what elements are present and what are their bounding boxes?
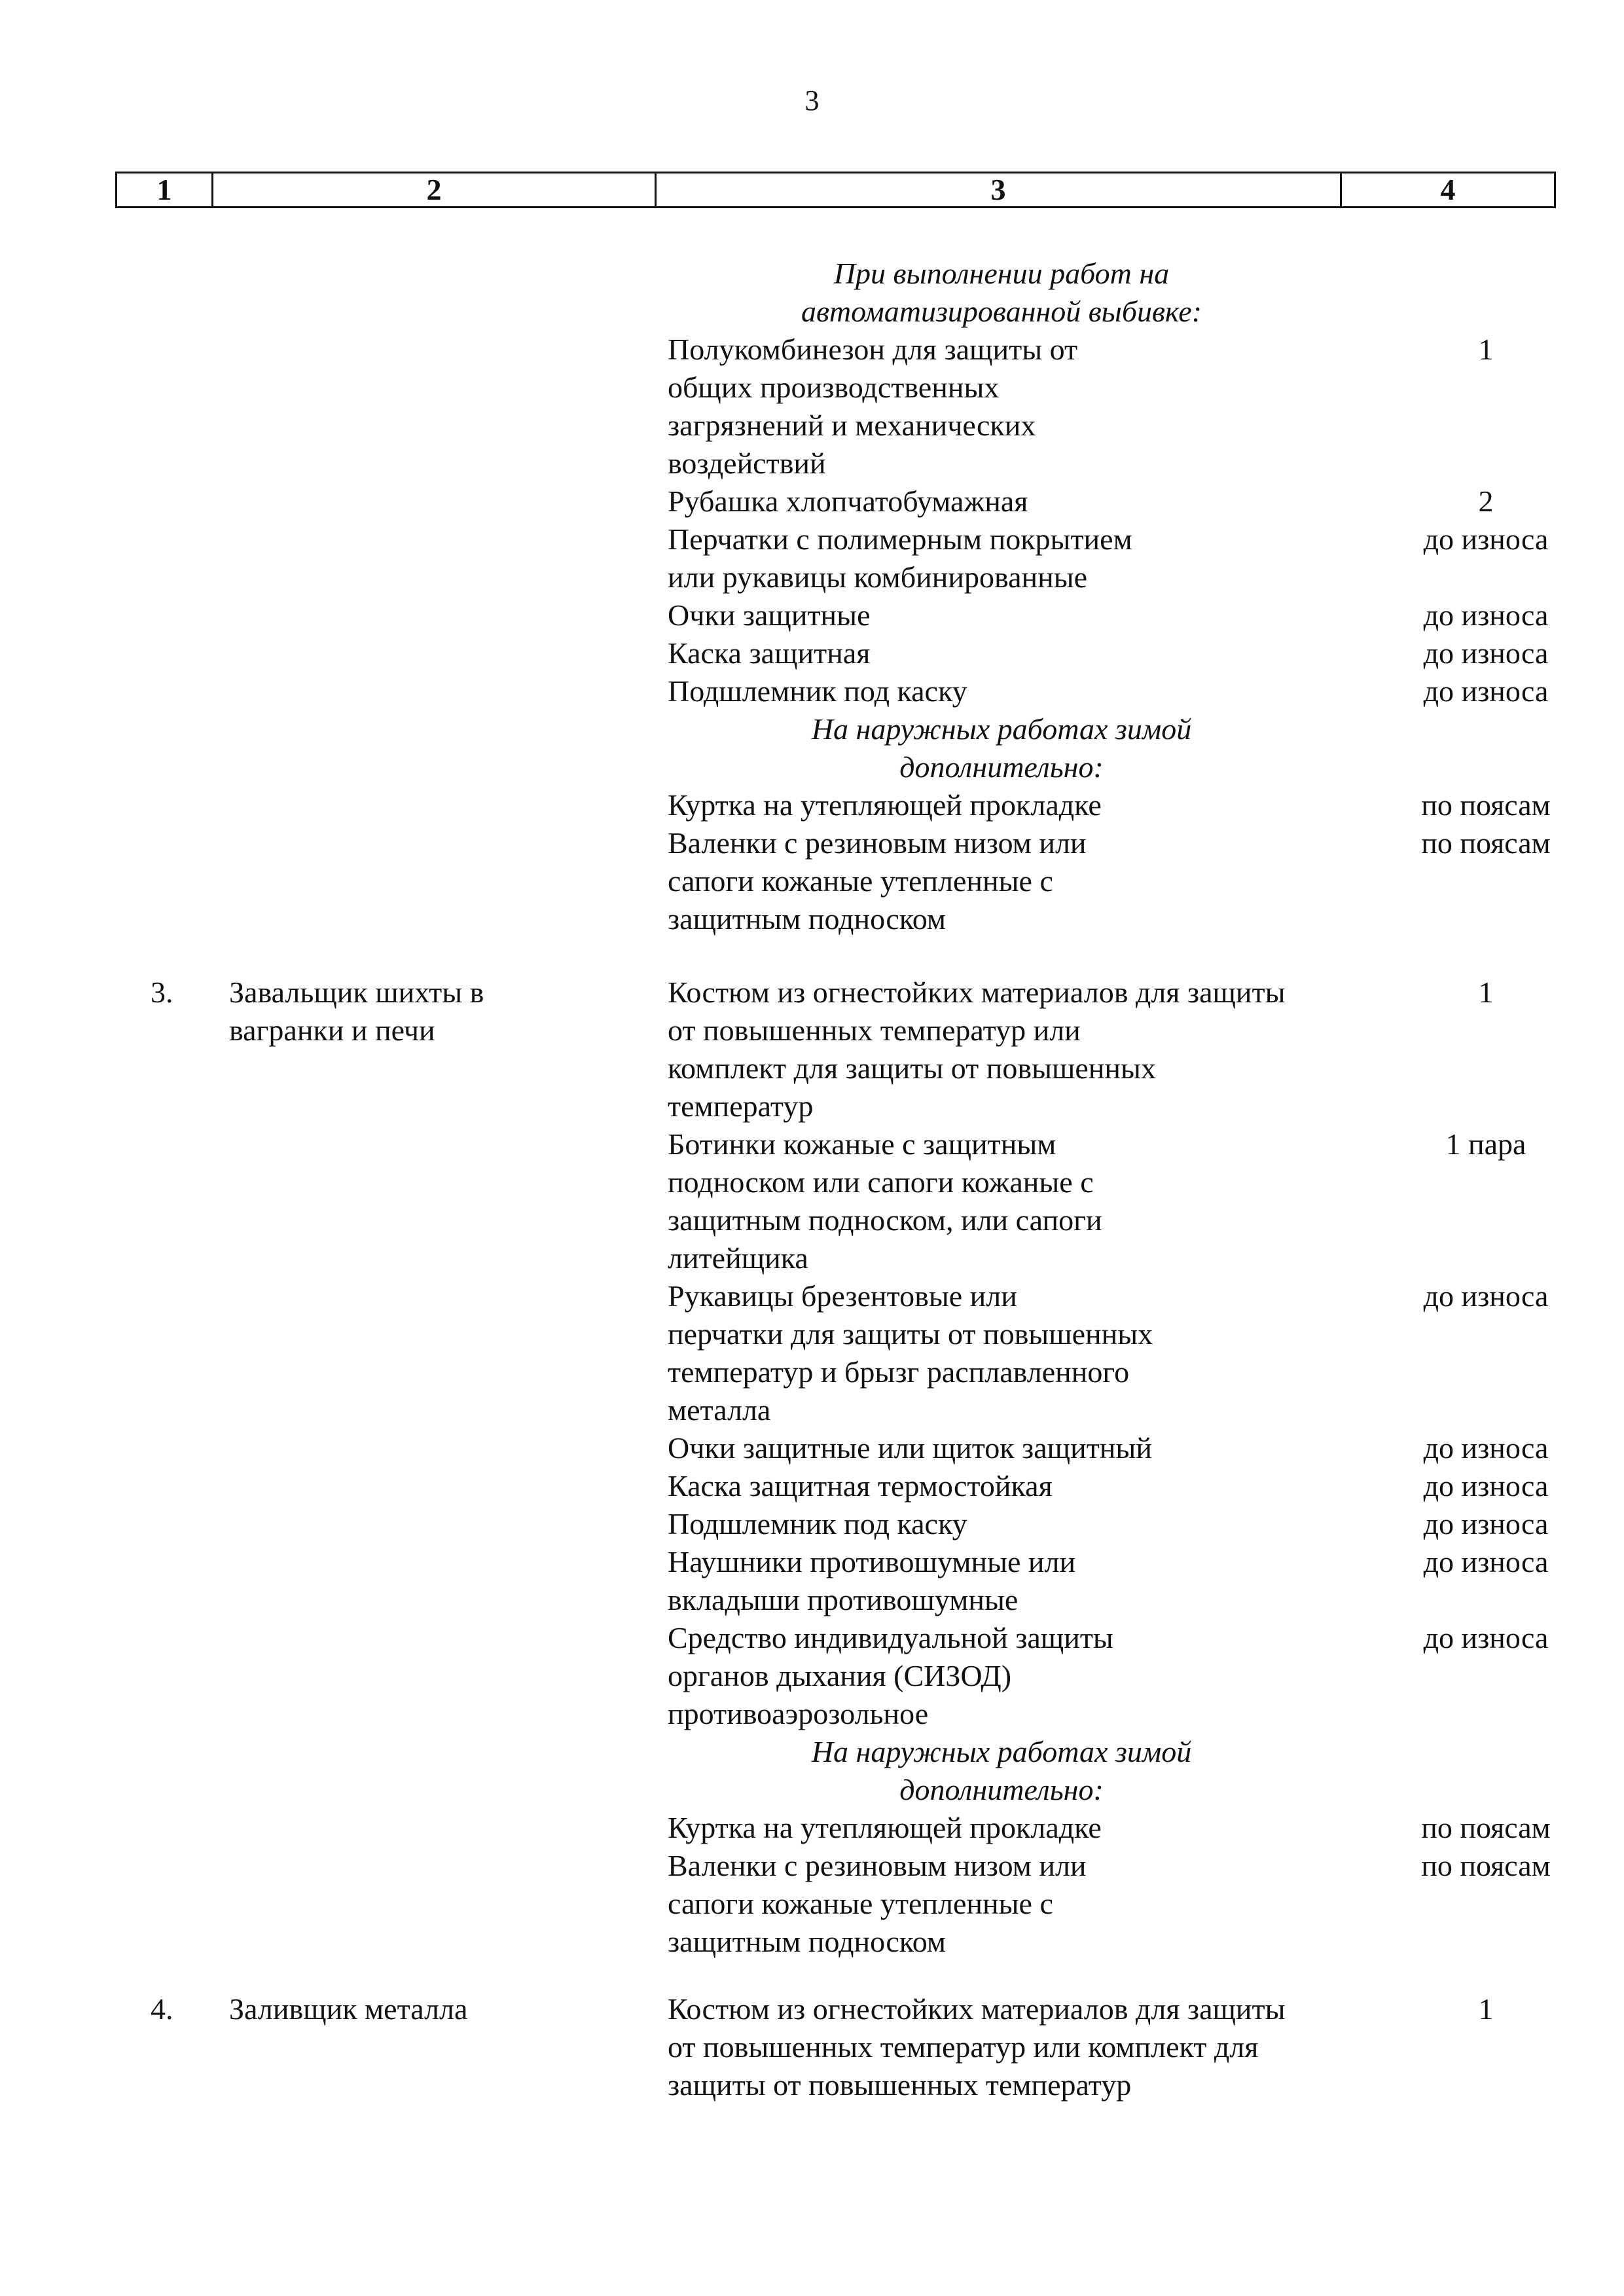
subheading: На наружных работах зимой [811,1735,1192,1768]
item-text: защитным подноском [668,902,946,936]
item-text: комплект для защиты от повышенных [668,1051,1156,1085]
item-text: Валенки с резиновым низом или [668,826,1087,860]
subheading: автоматизированной выбивке: [801,295,1202,328]
subheading: При выполнении работ на [833,257,1170,290]
item-text: Куртка на утепляющей прокладке [668,788,1102,822]
item-text: Валенки с резиновым низом или [668,1849,1087,1882]
row-number: 4. [151,1992,173,2026]
item-quantity: до износа [1423,674,1549,708]
column-header-2: 2 [211,172,657,208]
item-text: воздействий [668,446,826,480]
item-text: Подшлемник под каску [668,1507,967,1540]
item-text: Средство индивидуальной защиты [668,1621,1113,1654]
item-text: температур [668,1089,814,1123]
item-text: защитным подноском [668,1925,946,1958]
item-text: от повышенных температур или [668,1013,1081,1047]
item-text: сапоги кожаные утепленные с [668,864,1053,898]
item-text: Ботинки кожаные с защитным [668,1127,1056,1161]
item-quantity: по поясам [1421,1849,1551,1882]
item-text: Костюм из огнестойких материалов для защиты [668,1992,1286,2026]
item-quantity: до износа [1423,1279,1549,1313]
item-text: Куртка на утепляющей прокладке [668,1811,1102,1844]
occupation-name: Завальщик шихты в [229,975,484,1009]
occupation-name: Заливщик металла [229,1992,468,2026]
item-text: Перчатки с полимерным покрытием [668,522,1132,556]
item-text: общих производственных [668,371,1000,404]
item-quantity: до износа [1423,1431,1549,1465]
item-quantity: по поясам [1421,1811,1551,1844]
item-text: Рукавицы брезентовые или [668,1279,1017,1313]
item-text: сапоги кожаные утепленные с [668,1887,1053,1920]
subheading: дополнительно: [899,1773,1104,1806]
item-text: вкладыши противошумные [668,1583,1019,1616]
item-quantity: до износа [1423,522,1549,556]
column-header-4: 4 [1340,172,1556,208]
item-quantity: до износа [1423,1469,1549,1503]
item-text: Очки защитные или щиток защитный [668,1431,1152,1465]
item-quantity: по поясам [1421,788,1551,822]
item-text: металла [668,1393,771,1427]
item-quantity: по поясам [1421,826,1551,860]
item-text: противоаэрозольное [668,1697,929,1730]
item-quantity: 1 [1478,975,1494,1009]
column-header-3: 3 [655,172,1342,208]
item-quantity: 1 [1478,333,1494,366]
item-text: Наушники противошумные или [668,1545,1076,1578]
item-quantity: до износа [1423,1545,1549,1578]
item-text: Полукомбинезон для защиты от [668,333,1078,366]
item-text: температур и брызг расплавленного [668,1355,1130,1389]
item-text: загрязнений и механических [668,409,1036,442]
item-text: перчатки для защиты от повышенных [668,1317,1153,1351]
item-text: защитным подноском, или сапоги [668,1203,1102,1237]
item-text: Рубашка хлопчатобумажная [668,484,1028,518]
item-text: Очки защитные [668,598,871,632]
item-text: или рукавицы комбинированные [668,560,1088,594]
page-number: 3 [804,84,820,117]
item-text: Каска защитная термостойкая [668,1469,1053,1503]
item-quantity: до износа [1423,598,1549,632]
item-text: литейщика [668,1241,808,1275]
row-number: 3. [151,975,173,1009]
item-text: органов дыхания (СИЗОД) [668,1659,1012,1692]
item-quantity: 2 [1478,484,1494,518]
item-text: от повышенных температур или комплект для [668,2030,1259,2064]
item-text: защиты от повышенных температур [668,2068,1132,2102]
occupation-name: вагранки и печи [229,1013,435,1047]
item-quantity: 1 пара [1445,1127,1526,1161]
item-quantity: до износа [1423,636,1549,670]
item-text: Подшлемник под каску [668,674,967,708]
item-text: Каска защитная [668,636,871,670]
item-text: Костюм из огнестойких материалов для защиты [668,975,1286,1009]
item-text: подноском или сапоги кожаные с [668,1165,1094,1199]
item-quantity: 1 [1478,1992,1494,2026]
item-quantity: до износа [1423,1621,1549,1654]
item-quantity: до износа [1423,1507,1549,1540]
subheading: дополнительно: [899,750,1104,784]
subheading: На наружных работах зимой [811,712,1192,746]
column-header-1: 1 [115,172,213,208]
